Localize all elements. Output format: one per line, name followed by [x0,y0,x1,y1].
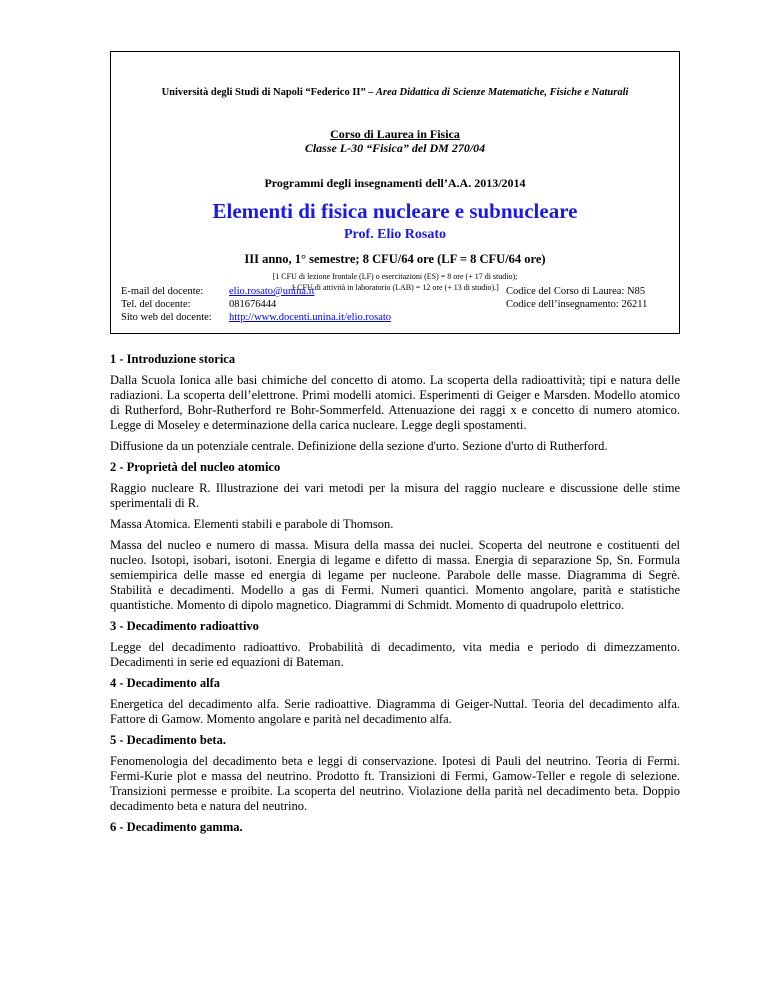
section-paragraph: Massa del nucleo e numero di massa. Misura della massa dei nuclei. Scoperta del neutrone e costituenti del nucleo. Isotopi, isobari, isotoni. Energia di legame e difetto di massa. Energia di separazione Sp, Sn. Formula semiempirica delle masse ed energia di legame per nucleone. Parabole delle masse. Diagramma di Segrè. Stabilità e decadimenti. Modello a gas di Fermi. Numeri quantici. Momento angolare, parità e statistiche quantistiche. Momento di dipolo magnetico. Diagrammi di Schmidt. Momento di quadrupolo elettrico. [110,538,680,612]
phone-value: 081676444 [229,299,277,310]
university-line [111,87,679,98]
course-header-box [110,51,680,334]
phone-label: Tel. del docente: [121,299,191,310]
subject-code: Codice dell’insegnamento: 26211 [506,299,648,310]
course-code: Codice del Corso di Laurea: N85 [506,286,646,297]
section-paragraph: Diffusione da un potenziale centrale. Definizione della sezione d'urto. Sezione d'urto di Rutherford. [110,439,608,453]
website-link[interactable]: http://www.docenti.unina.it/elio.rosato [229,312,392,323]
syllabus-content [110,352,680,841]
contact-values [229,285,391,324]
section-paragraph: Raggio nucleare R. Illustrazione dei vari metodi per la misura del raggio nucleare e discussione delle stime sperimentali di R. [110,481,680,510]
web-label: Sito web del docente: [121,312,212,323]
course-class: Classe L-30 “Fisica” del DM 270/04 [304,141,486,155]
section-paragraph: Fenomenologia del decadimento beta e leggi di conservazione. Ipotesi di Pauli del neutrino. Teoria di Fermi. Fermi-Kurie plot e massa del neutrino. Prodotto ft. Transizioni di Fermi, Gamow-Teller e regole di selezione. Transizioni permesse e proibite. La scoperta del neutrino. Violazione della parità nel decadimento beta. Doppio decadimento beta e natura del neutrino. [110,754,680,813]
section-paragraph: Massa Atomica. Elementi stabili e parabole di Thomson. [110,517,394,531]
section-title: 3 - Decadimento radioattivo [110,619,259,633]
year-info: III anno, 1° semestre; 8 CFU/64 ore (LF = 8 CFU/64 ore) [244,252,546,266]
course-codes [506,285,647,311]
section-title: 2 - Proprietà del nucleo atomico [110,460,281,474]
university-name: Università degli Studi di Napoli “Federico II” [161,87,366,98]
section-title: 1 - Introduzione storica [110,352,236,366]
section-title: 4 - Decadimento alfa [110,676,221,690]
professor-name: Prof. Elio Rosato [343,227,446,242]
section-title: 6 - Decadimento gamma. [110,820,243,834]
email-label: E-mail del docente: [121,286,204,297]
section-paragraph: Dalla Scuola Ionica alle basi chimiche del concetto di atomo. La scoperta della radioattività; tipi e natura delle radiazioni. La scoperta dell’elettrone. Primi modelli atomici. Esperimenti di Geiger e Marsden. Modello atomico di Rutherford, Bohr-Rutherford re Bohr-Sommerfeld. Attenuazione dei raggi x e concetto di numero atomico. Legge di Moseley e determinazione della carica nucleare. Legge degli spostamenti. [110,373,680,432]
section-title: 5 - Decadimento beta. [110,733,226,747]
course-name: Corso di Laurea in Fisica [330,127,460,141]
section-paragraph: Energetica del decadimento alfa. Serie radioattive. Diagramma di Geiger-Nuttal. Teoria del decadimento alfa. Fattore di Gamow. Momento angolare e parità nel decadimento alfa. [110,697,680,726]
university-area: – Area Didattica di Scienze Matematiche, Fisiche e Naturali [365,87,629,98]
subject-title: Elementi di fisica nucleare e subnucleare [212,199,578,223]
cfu-note-line-2: 1 CFU di attività in laboratorio (LAB) = 12 ore (+ 13 di studio).] [291,283,499,292]
email-link[interactable]: elio.rosato@unina.it [229,286,315,297]
cfu-note-line-1: [1 CFU di lezione frontale (LF) o esercitazioni (ES) = 8 ore (+ 17 di studio); [272,272,518,281]
programmes-title: Programmi degli insegnamenti dell’A.A. 2013/2014 [264,176,526,190]
section-paragraph: Legge del decadimento radioattivo. Probabilità di decadimento, vita media e periodo di dimezzamento. Decadimenti in serie ed equazioni di Bateman. [110,640,680,669]
contact-labels [121,285,212,324]
